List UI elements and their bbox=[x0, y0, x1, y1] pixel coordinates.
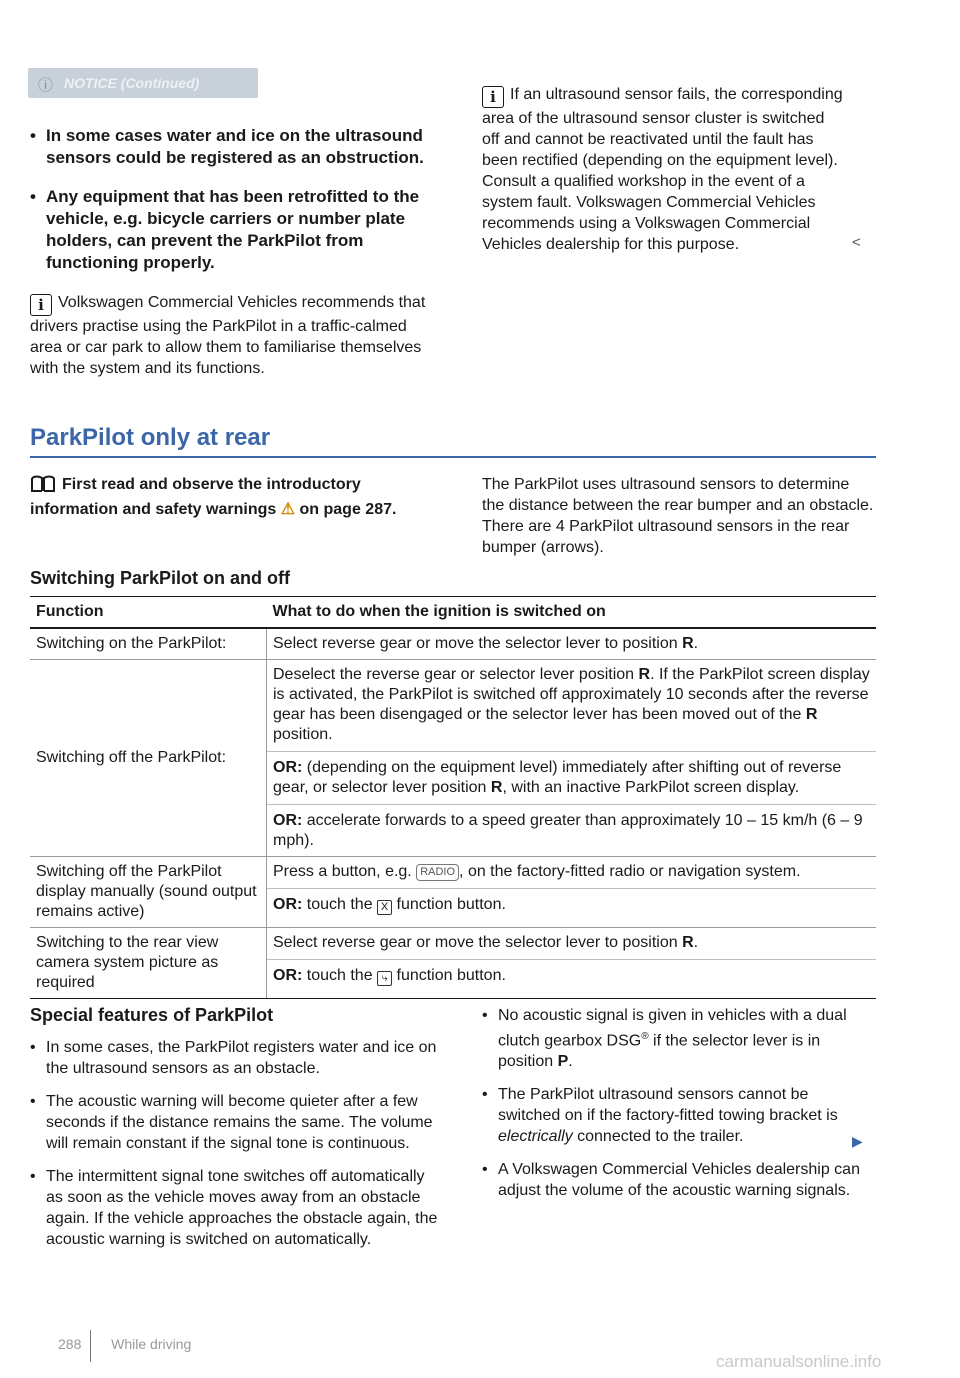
action-cell: Press a button, e.g. RADIO , on the factory-fitted radio or navigation system. OR: touch the X function button. bbox=[267, 857, 877, 928]
list-item: • The intermittent signal tone switches off automatically as soon as the vehicle moves away from an obstacle again. If the vehicle approaches the obstacle again, the acoustic warning is switched on automatically. bbox=[30, 1166, 440, 1250]
notice-bullets bbox=[30, 125, 435, 291]
list-item: • The ParkPilot ultrasound sensors cannot be switched on if the factory-fitted towing bracket is electrically connected to the trailer. bbox=[482, 1084, 872, 1147]
table-header-row bbox=[30, 597, 876, 629]
special-features-left bbox=[30, 1037, 440, 1267]
page-footer bbox=[58, 1336, 191, 1352]
table-row bbox=[30, 928, 876, 999]
radio-button-key: RADIO bbox=[416, 864, 459, 881]
list-item: • The acoustic warning will become quieter after a few seconds if the distance remains the same. The volume will remain constant if the signal tone is continuous. bbox=[30, 1091, 440, 1154]
function-cell: Switching to the rear view camera system picture as required bbox=[30, 928, 267, 999]
footer-divider bbox=[90, 1330, 91, 1362]
notice-label: NOTICE (Continued) bbox=[64, 75, 200, 91]
info-note-icon: i bbox=[482, 86, 504, 108]
col-action-header: What to do when the ignition is switched on bbox=[267, 597, 877, 629]
col-function-header: Function bbox=[30, 597, 267, 629]
list-item: • In some cases, the ParkPilot registers water and ice on the ultrasound sensors as an obstacle. bbox=[30, 1037, 440, 1079]
function-cell: Switching off the ParkPilot: bbox=[30, 660, 267, 857]
special-features-right bbox=[482, 1005, 872, 1218]
switching-title: Switching ParkPilot on and off bbox=[30, 568, 291, 588]
list-item: • No acoustic signal is given in vehicles with a dual clutch gearbox DSG® if the selector lever is in position P. bbox=[482, 1005, 872, 1072]
info-note-icon: i bbox=[30, 294, 52, 316]
sensor-failure-note: i If an ultrasound sensor fails, the corresponding area of the ultrasound sensor cluster is switched off and cannot be reactivated until the fault has been rectified (depending on the equipment level). Consult a qualified workshop in the event of a system fault. Volkswagen Commercial Vehicles recommends using a Volkswagen Commercial Vehicles dealership for this purpose. bbox=[482, 86, 843, 253]
chapter-name: While driving bbox=[111, 1336, 192, 1352]
info-circle-icon: ⓘ bbox=[38, 77, 54, 94]
intro-instruction: First read and observe the introductory information and safety warnings ⚠ on page 287. bbox=[30, 476, 397, 518]
section-rule bbox=[30, 456, 876, 458]
notice-continued-bar bbox=[28, 68, 258, 98]
notice-bullet: • Any equipment that has been retrofitted to the vehicle, e.g. bicycle carriers or number plate holders, can prevent the ParkPilot from functioning properly. bbox=[30, 186, 435, 274]
action-cell: Deselect the reverse gear or selector lever position R. If the ParkPilot screen display is activated, the ParkPilot is switched off approximately 10 seconds after the reverse gear has been disengaged or the selector lever has been moved out of the R position. OR: (depending on the equipment level) immediately after shifting out of reverse gear, or selector lever position R, with an inactive ParkPilot screen display. OR: accelerate forwards to a speed greater than approximately 10 – 15 km/h (6 – 9 mph). bbox=[267, 660, 877, 857]
action-cell: Select reverse gear or move the selector lever to position R. OR: touch the ⤷ function button. bbox=[267, 928, 877, 999]
continue-arrow-icon: ▶ bbox=[852, 1133, 863, 1149]
watermark: carmanualsonline.info bbox=[716, 1352, 882, 1371]
table-row bbox=[30, 660, 876, 857]
table-row bbox=[30, 628, 876, 660]
list-item: • A Volkswagen Commercial Vehicles dealership can adjust the volume of the acoustic warning signals. bbox=[482, 1159, 872, 1201]
function-cell: Switching on the ParkPilot: bbox=[30, 628, 267, 660]
warning-triangle-icon: ⚠ bbox=[280, 501, 296, 518]
camera-function-icon: ⤷ bbox=[377, 971, 392, 986]
page-number: 288 bbox=[58, 1336, 82, 1352]
back-reference-mark: < bbox=[852, 234, 861, 251]
special-features-title: Special features of ParkPilot bbox=[30, 1005, 274, 1025]
parkpilot-description: The ParkPilot uses ultrasound sensors to determine the distance between the rear bumper and an obstacle. There are 4 ParkPilot ultrasound sensors in the rear bumper (arrows). bbox=[482, 476, 874, 556]
table-row bbox=[30, 857, 876, 928]
practice-note: i Volkswagen Commercial Vehicles recommends that drivers practise using the ParkPilot in a traffic-calmed area or car park to allow them to familiarise themselves with the system and its functions. bbox=[30, 294, 426, 377]
switching-table bbox=[30, 596, 876, 999]
function-cell: Switching off the ParkPilot display manually (sound output remains active) bbox=[30, 857, 267, 928]
notice-bullet: • In some cases water and ice on the ultrasound sensors could be registered as an obstruction. bbox=[30, 125, 435, 169]
section-title: ParkPilot only at rear bbox=[30, 424, 271, 451]
book-icon bbox=[30, 475, 56, 499]
action-cell: Select reverse gear or move the selector lever to position R. bbox=[267, 628, 877, 660]
close-function-icon: X bbox=[377, 900, 392, 915]
